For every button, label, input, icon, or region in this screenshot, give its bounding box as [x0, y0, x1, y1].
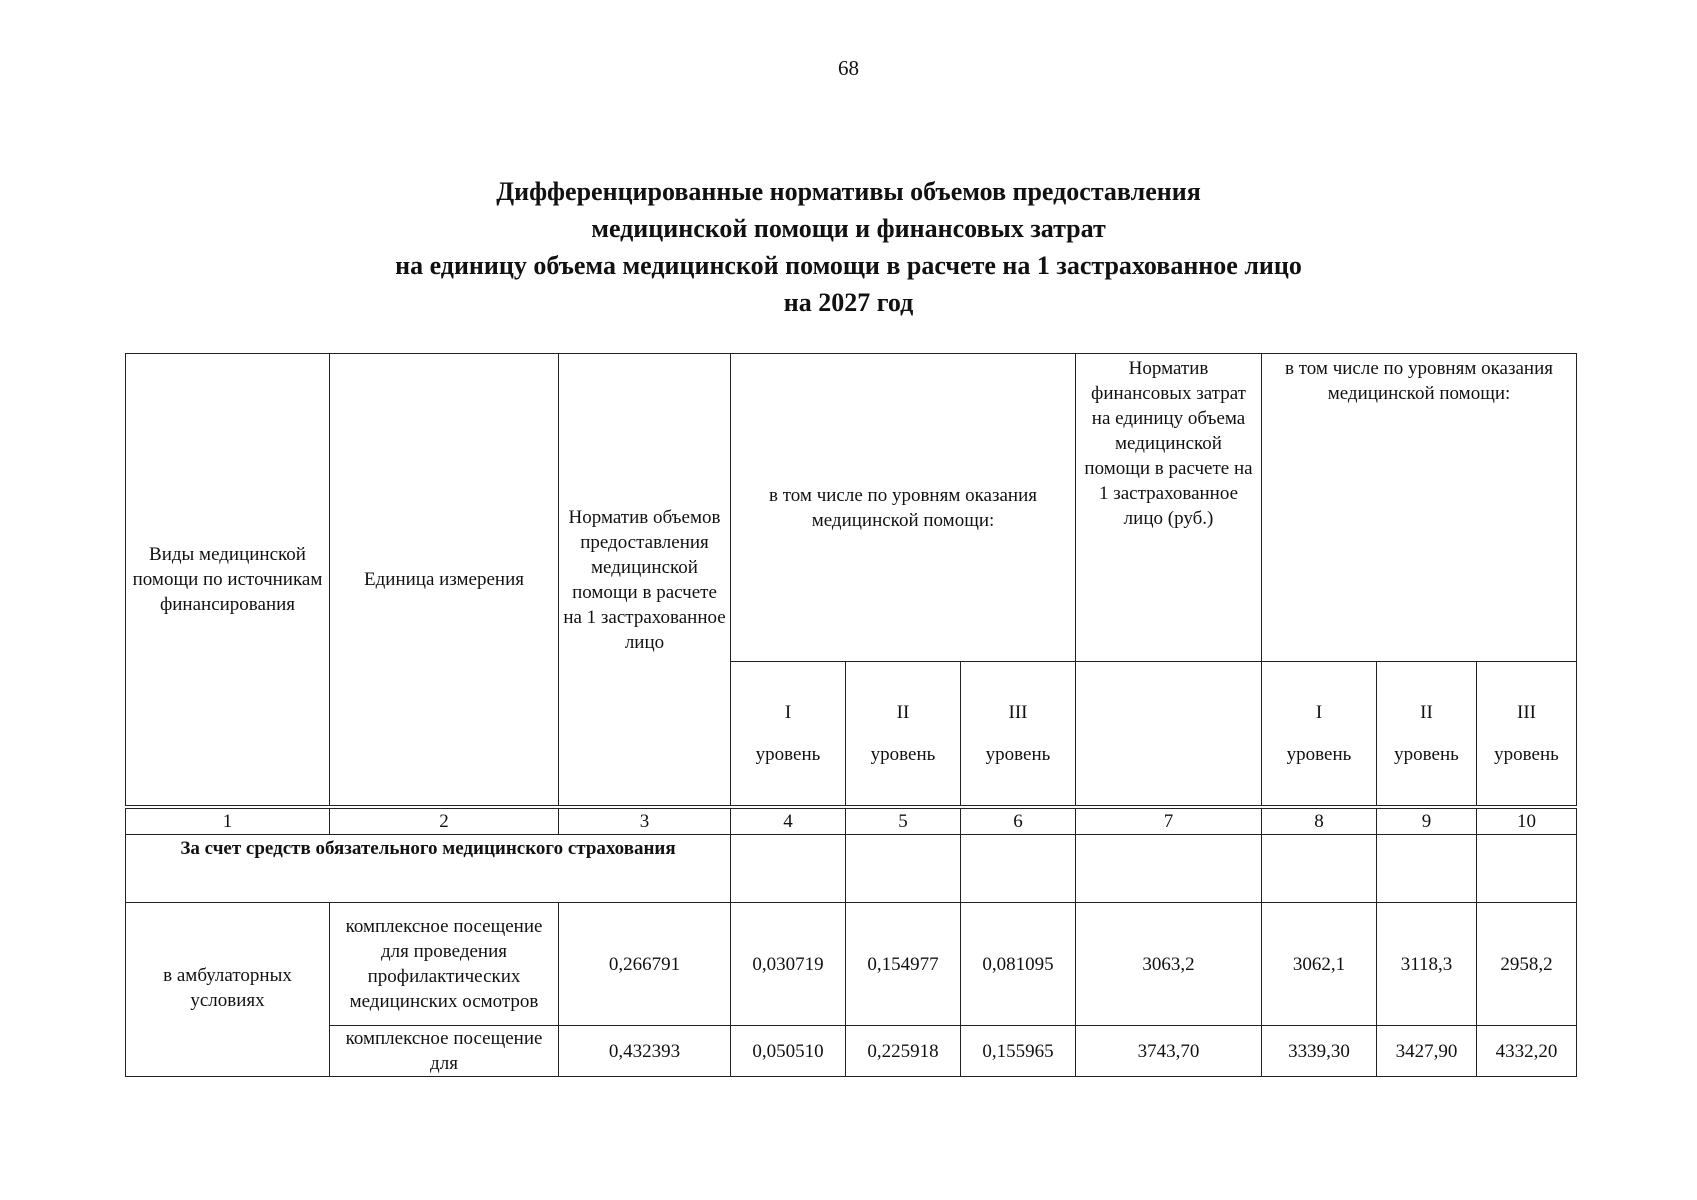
table-cell — [1377, 835, 1477, 903]
value-cell: 3063,2 — [1076, 903, 1262, 1026]
column-number: 5 — [846, 809, 961, 835]
value-cell: 0,266791 — [559, 903, 731, 1026]
title-line: Дифференцированные нормативы объемов предоставления — [496, 177, 1201, 206]
column-number: 1 — [126, 809, 330, 835]
norms-table — [125, 353, 1577, 1077]
unit-cell: комплексное посещение для — [330, 1026, 559, 1077]
column-number: 4 — [731, 809, 846, 835]
column-number: 8 — [1262, 809, 1377, 835]
document-title — [200, 173, 1497, 321]
table-cell — [846, 835, 961, 903]
header-cost-levels: в том числе по уровням оказания медицинской помощи: — [1262, 354, 1577, 662]
level-header: I уровень — [731, 662, 846, 806]
value-cell: 0,432393 — [559, 1026, 731, 1077]
value-cell: 3339,30 — [1262, 1026, 1377, 1077]
table-cell — [1076, 835, 1262, 903]
level-header-empty — [1076, 662, 1262, 806]
value-cell: 0,154977 — [846, 903, 961, 1026]
level-header: II уровень — [1377, 662, 1477, 806]
value-cell: 3427,90 — [1377, 1026, 1477, 1077]
level-header: III уровень — [1477, 662, 1577, 806]
table-cell — [1477, 835, 1577, 903]
table-row — [126, 903, 1577, 1026]
header-volume-norm: Норматив объемов предоставления медицинской помощи в расчете на 1 застрахованное лицо — [559, 354, 731, 806]
level-header: II уровень — [846, 662, 961, 806]
table-row — [126, 1026, 1577, 1077]
column-number: 6 — [961, 809, 1076, 835]
value-cell: 0,155965 — [961, 1026, 1076, 1077]
unit-cell: комплексное посещение для проведения профилактических медицинских осмотров — [330, 903, 559, 1026]
value-cell: 3062,1 — [1262, 903, 1377, 1026]
column-number: 3 — [559, 809, 731, 835]
header-volume-levels: в том числе по уровням оказания медицинской помощи: — [731, 354, 1076, 662]
care-type-cell: в амбулаторных условиях — [126, 903, 330, 1077]
header-types-of-care: Виды медицинской помощи по источникам финансирования — [126, 354, 330, 806]
header-cost-norm: Норматив финансовых затрат на единицу объема медицинской помощи в расчете на 1 застрахованное лицо (руб.) — [1076, 354, 1262, 662]
value-cell: 4332,20 — [1477, 1026, 1577, 1077]
table-cell — [1262, 835, 1377, 903]
value-cell: 0,030719 — [731, 903, 846, 1026]
value-cell: 3743,70 — [1076, 1026, 1262, 1077]
title-line: на единицу объема медицинской помощи в расчете на 1 застрахованное лицо — [395, 251, 1302, 280]
table-cell — [961, 835, 1076, 903]
value-cell: 0,050510 — [731, 1026, 846, 1077]
value-cell: 0,225918 — [846, 1026, 961, 1077]
column-number: 9 — [1377, 809, 1477, 835]
table-cell — [731, 835, 846, 903]
column-number: 2 — [330, 809, 559, 835]
level-header: I уровень — [1262, 662, 1377, 806]
header-unit: Единица измерения — [330, 354, 559, 806]
value-cell: 3118,3 — [1377, 903, 1477, 1026]
value-cell: 2958,2 — [1477, 903, 1577, 1026]
title-line: медицинской помощи и финансовых затрат — [591, 214, 1106, 243]
page-number: 68 — [838, 56, 859, 80]
column-number: 7 — [1076, 809, 1262, 835]
level-header: III уровень — [961, 662, 1076, 806]
title-line: на 2027 год — [783, 288, 914, 317]
value-cell: 0,081095 — [961, 903, 1076, 1026]
section-title: За счет средств обязательного медицинского страхования — [126, 835, 731, 903]
column-number: 10 — [1477, 809, 1577, 835]
